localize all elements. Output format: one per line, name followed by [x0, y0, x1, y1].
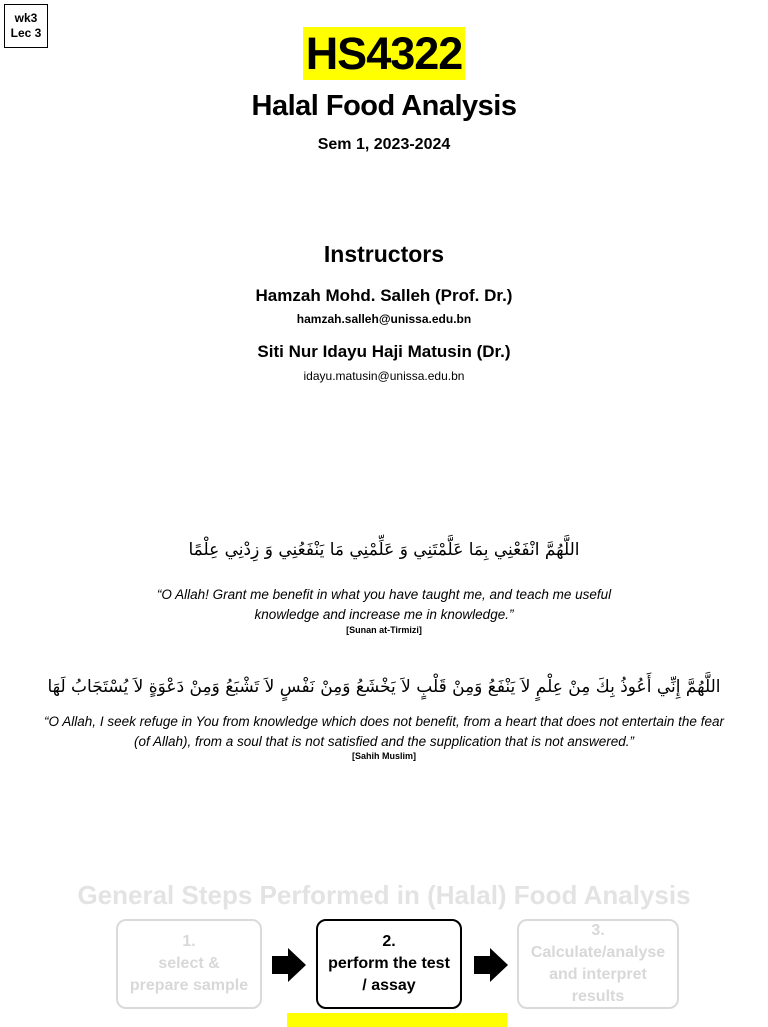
instructor-name: Hamzah Mohd. Salleh (Prof. Dr.)	[255, 286, 513, 305]
instructors-heading: Instructors	[323, 241, 445, 267]
instructor-email: idayu.matusin@unissa.edu.bn	[303, 369, 465, 383]
step-number: 1.	[182, 933, 196, 950]
dua-arabic-text: اللَّهُمَّ انْفَعْنِي بِمَا عَلَّمْتَنِي وَ عَلِّمْنِي مَا يَنْفَعُنِي وَ زِدْنِي عِلْمًا	[188, 540, 580, 560]
highlight-band	[287, 1013, 507, 1027]
dua-source: [Sunan at-Tirmizi]	[346, 625, 422, 635]
week-label: wk3	[14, 11, 38, 25]
step-1-box	[116, 919, 262, 1009]
instructor-name: Siti Nur Idayu Haji Matusin (Dr.)	[257, 342, 511, 361]
instructor-email: hamzah.salleh@unissa.edu.bn	[296, 312, 472, 326]
step-number: 2.	[382, 933, 396, 950]
step-label: Calculate/analyse and interpret results	[530, 944, 666, 1005]
semester-label: Sem 1, 2023-2024	[317, 136, 451, 153]
arrow-right-icon	[474, 948, 508, 982]
lecture-label: Lec 3	[10, 26, 42, 40]
course-code-wrapper	[0, 27, 768, 80]
step-3-box	[517, 919, 679, 1009]
dua-translation: “O Allah! Grant me benefit in what you have taught me, and teach me useful knowledge and increase me in knowledge.”	[156, 587, 612, 622]
course-title: Halal Food Analysis	[251, 90, 517, 122]
dua-translation: “O Allah, I seek refuge in You from knowledge which does not benefit, from a heart that does not entertain the fear (of Allah), from a soul that is not satisfied and the supplication that is not answered.”	[44, 714, 724, 749]
course-code: HS4322	[303, 27, 466, 80]
dua-arabic-text: اللَّهُمَّ إِنِّي أَعُوذُ بِكَ مِنْ عِلْمٍ لاَ يَنْفَعُ وَمِنْ قَلْبٍ لاَ يَخْشَعُ وَمِنْ نَفْسٍ لاَ تَشْبَعُ وَمِنْ دَعْوَةٍ لاَ يُسْتَجَابُ لَهَا	[47, 677, 721, 697]
step-label: perform the test / assay	[328, 955, 450, 994]
step-2-box	[316, 919, 462, 1009]
steps-heading: General Steps Performed in (Halal) Food Analysis	[77, 880, 691, 910]
step-number: 3.	[591, 922, 605, 939]
step-label: select & prepare sample	[129, 955, 249, 994]
arrow-right-icon	[272, 948, 306, 982]
dua-source: [Sahih Muslim]	[351, 751, 416, 761]
